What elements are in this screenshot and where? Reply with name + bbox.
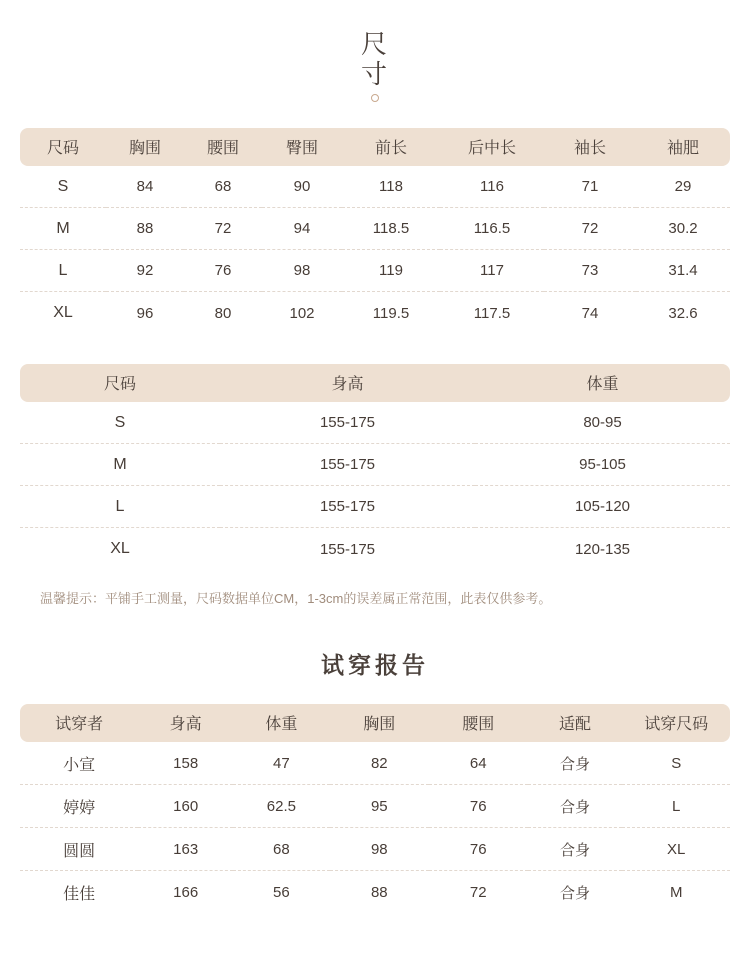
cell-fit: 合身 [560,885,591,903]
cell-value: 102 [289,304,315,322]
cell-bust: 98 [330,828,429,871]
cell-fit: 合身 [528,828,623,871]
cell-value: 98 [262,250,342,292]
table-row [20,292,730,334]
column-header: 腰围 [429,704,528,742]
cell-waist: 64 [429,742,528,785]
cell-weight: 56 [273,884,290,902]
page-title [0,0,750,102]
size-measurement-table [20,128,730,334]
cell-bust: 88 [370,884,388,902]
cell-value: 117.5 [473,304,511,322]
cell-height: 155-175 [220,444,475,486]
column-header: 尺码 [20,364,220,402]
cell-value: 88 [106,208,184,250]
column-header: 身高 [220,364,475,402]
cell-value: 117 [440,250,544,292]
cell-value: 30.2 [636,208,730,250]
column-header: 臀围 [262,128,342,166]
cell-value: 31.4 [636,250,730,292]
cell-value: 74 [581,304,599,322]
column-header: 体重 [475,364,730,402]
table-row [20,528,730,570]
cell-value: 90 [262,166,342,208]
cell-weight: 105-120 [475,486,730,528]
cell-value: 80 [214,304,232,322]
cell-weight: 80-95 [475,402,730,444]
cell-height: 160 [138,785,233,828]
cell-value: 72 [184,208,262,250]
column-header: 试穿者 [20,704,138,742]
cell-value: 118 [342,166,440,208]
table-row [20,486,730,528]
cell-value: 116.5 [440,208,544,250]
cell-worn-size: S [622,742,730,785]
cell-value: 76 [184,250,262,292]
cell-worn-size: XL [622,828,730,871]
cell-value: 32.6 [668,304,698,322]
cell-fit: 合身 [528,742,623,785]
column-header: 胸围 [106,128,184,166]
cell-value: 73 [544,250,636,292]
column-header: 后中长 [440,128,544,166]
cell-worn-size: M [669,884,683,902]
page-title-line1: 尺 [360,30,389,59]
column-header: 袖肥 [636,128,730,166]
column-header: 身高 [138,704,233,742]
fit-report-table [20,704,730,914]
cell-bust: 82 [330,742,429,785]
column-header: 体重 [233,704,330,742]
cell-waist: 76 [429,785,528,828]
cell-value: 71 [544,166,636,208]
cell-value: 119.5 [372,304,410,322]
measurement-note: 温馨提示：平铺手工测量，尺码数据单位CM，1-3cm的误差属正常范围，此表仅供参考。 [40,590,552,606]
cell-bust: 95 [330,785,429,828]
cell-height: 158 [138,742,233,785]
table-row [20,208,730,250]
table-row [20,742,730,785]
cell-size: XL [110,540,130,558]
cell-tester-name: 佳佳 [63,886,96,904]
cell-fit: 合身 [528,785,623,828]
cell-value: 119 [342,250,440,292]
cell-tester-name: 小宣 [20,742,138,785]
cell-weight: 47 [233,742,330,785]
size-recommendation-table [20,364,730,570]
cell-height: 155-175 [220,402,475,444]
table-row [20,444,730,486]
cell-value: 92 [106,250,184,292]
cell-size: M [20,444,220,486]
column-header: 前长 [342,128,440,166]
cell-value: 118.5 [342,208,440,250]
cell-weight: 68 [233,828,330,871]
decorative-circle-icon [371,94,379,102]
table-row [20,250,730,292]
cell-weight: 120-135 [574,540,631,558]
column-header: 胸围 [330,704,429,742]
column-header: 试穿尺码 [622,704,730,742]
column-header: 袖长 [544,128,636,166]
column-header: 腰围 [184,128,262,166]
cell-waist: 76 [429,828,528,871]
cell-value: 72 [544,208,636,250]
cell-height: 155-175 [220,486,475,528]
cell-size: XL [53,304,73,322]
cell-size: S [20,166,106,208]
cell-value: 84 [106,166,184,208]
cell-height: 166 [173,884,199,902]
table-row [20,166,730,208]
fit-report-title: 试穿报告 [321,652,429,678]
cell-worn-size: L [622,785,730,828]
column-header: 适配 [528,704,623,742]
cell-weight: 62.5 [233,785,330,828]
cell-size: M [20,208,106,250]
cell-size: L [20,486,220,528]
table-header-row [20,128,730,166]
cell-height: 155-175 [319,540,376,558]
cell-value: 29 [636,166,730,208]
cell-value: 68 [184,166,262,208]
cell-tester-name: 圆圆 [20,828,138,871]
table-row [20,871,730,914]
cell-size: S [20,402,220,444]
table-header-row [20,704,730,742]
cell-value: 116 [440,166,544,208]
cell-weight: 95-105 [475,444,730,486]
cell-value: 94 [262,208,342,250]
cell-height: 163 [138,828,233,871]
table-row [20,828,730,871]
table-row [20,402,730,444]
cell-size: L [20,250,106,292]
cell-waist: 72 [469,884,487,902]
column-header: 尺码 [20,128,106,166]
table-header-row [20,364,730,402]
cell-value: 96 [136,304,154,322]
table-row [20,785,730,828]
page-title-line2: 寸 [360,59,389,89]
cell-tester-name: 婷婷 [20,785,138,828]
